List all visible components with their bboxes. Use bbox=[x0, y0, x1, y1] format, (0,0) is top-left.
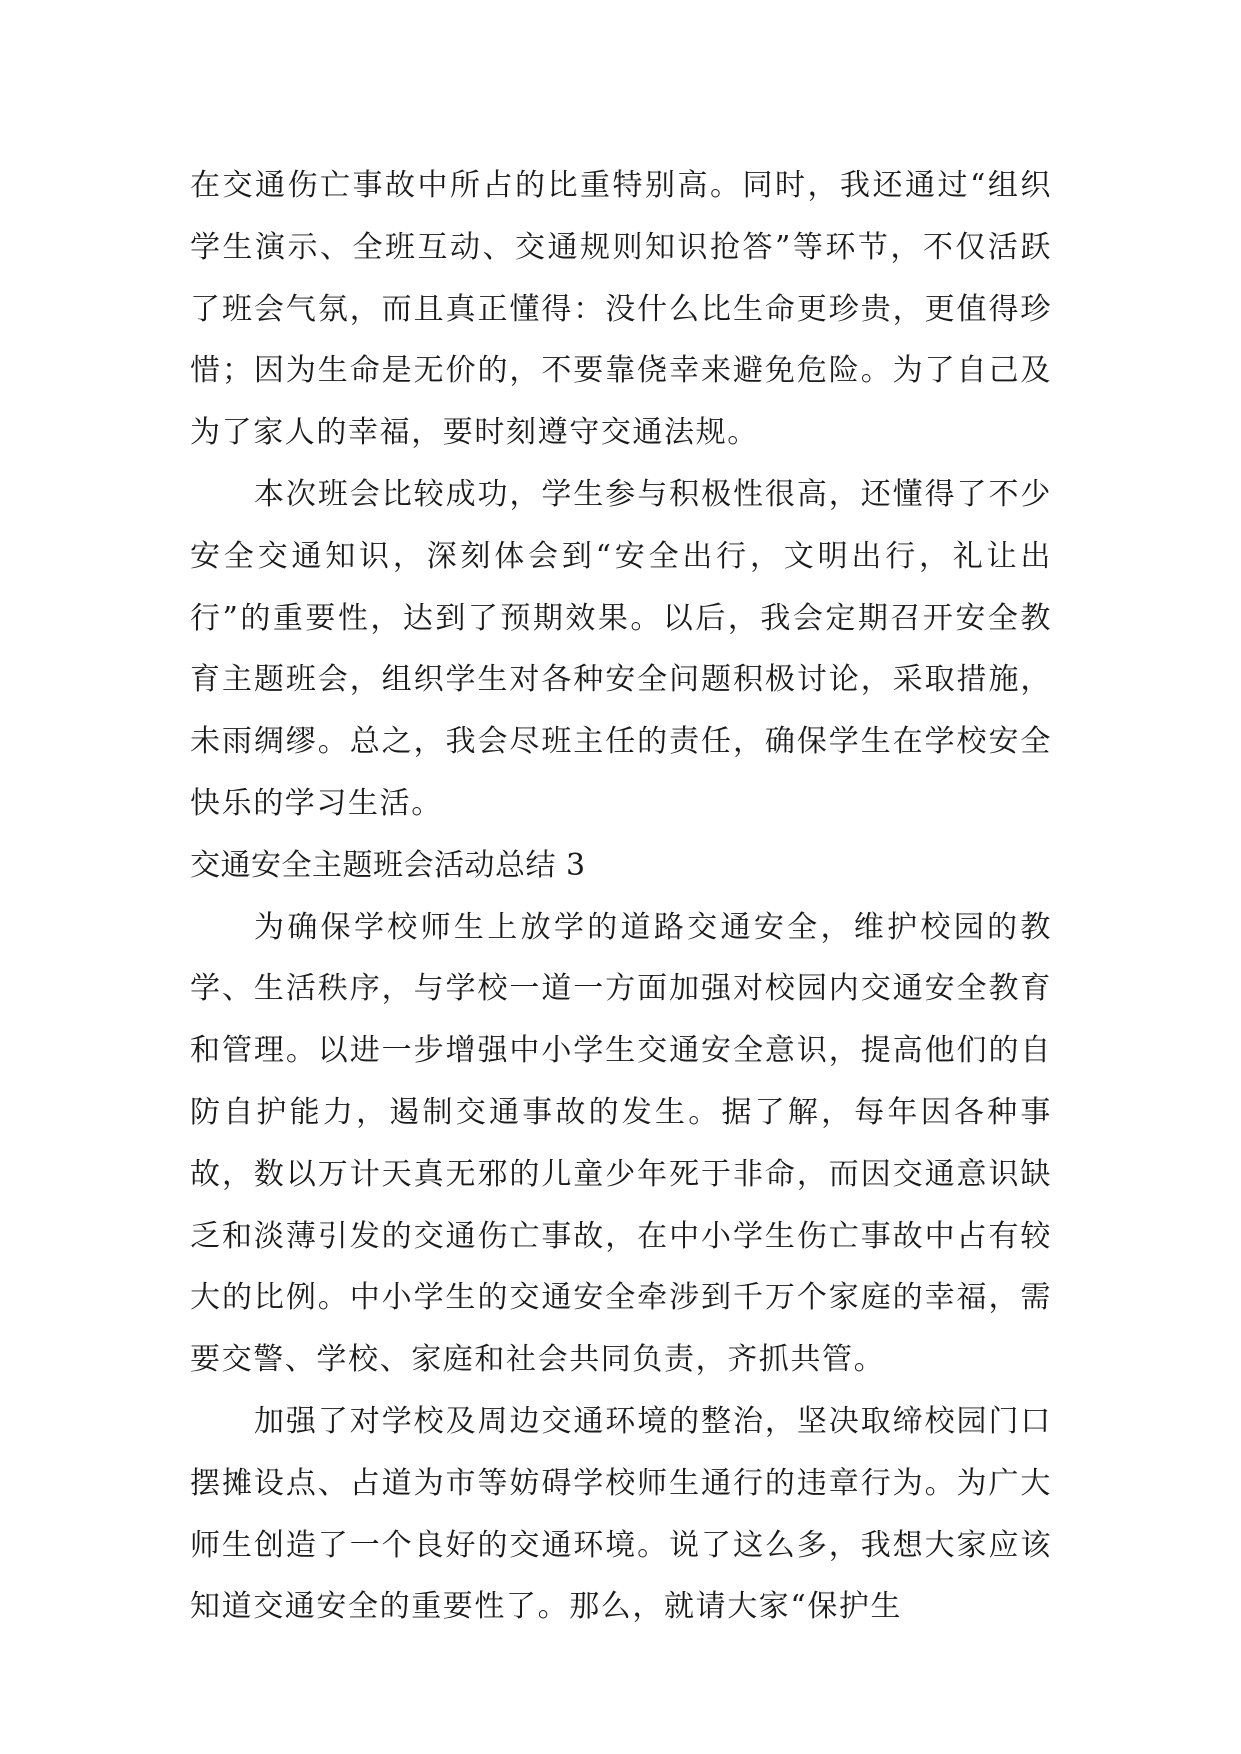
document-body bbox=[190, 155, 1052, 1638]
section-heading: 交通安全主题班会活动总结 3 bbox=[190, 847, 586, 883]
paragraph-4: 加强了对学校及周边交通环境的整治，坚决取缔校园门口摆摊设点、占道为市等妨碍学校师生通行的违章行为。为广大师生创造了一个良好的交通环境。说了这么多，我想大家应该知道交通安全的重要性了。那么，就请大家“保护生 bbox=[190, 1403, 1052, 1625]
paragraph-3: 为确保学校师生上放学的道路交通安全，维护校园的教学、生活秩序，与学校一道一方面加强对校园内交通安全教育和管理。以进一步增强中小学生交通安全意识，提高他们的自防自护能力，遏制交通事故的发生。据了解，每年因各种事故，数以万计天真无邪的儿童少年死于非命，而因交通意识缺乏和淡薄引发的交通伤亡事故，在中小学生伤亡事故中占有较大的比例。中小学生的交通安全牵涉到千万个家庭的幸福，需要交警、学校、家庭和社会共同负责，齐抓共管。 bbox=[190, 909, 1052, 1378]
paragraph-1: 在交通伤亡事故中所占的比重特别高。同时，我还通过“组织学生演示、全班互动、交通规则知识抢答”等环节，不仅活跃了班会气氛，而且真正懂得：没什么比生命更珍贵，更值得珍惜；因为生命是无价的，不要靠侥幸来避免危险。为了自己及为了家人的幸福，要时刻遵守交通法规。 bbox=[190, 168, 1052, 451]
paragraph-2: 本次班会比较成功，学生参与积极性很高，还懂得了不少安全交通知识，深刻体会到“安全出行，文明出行，礼让出行”的重要性，达到了预期效果。以后，我会定期召开安全教育主题班会，组织学生对各种安全问题积极讨论，采取措施，未雨绸缪。总之，我会尽班主任的责任，确保学生在学校安全快乐的学习生活。 bbox=[190, 476, 1052, 821]
